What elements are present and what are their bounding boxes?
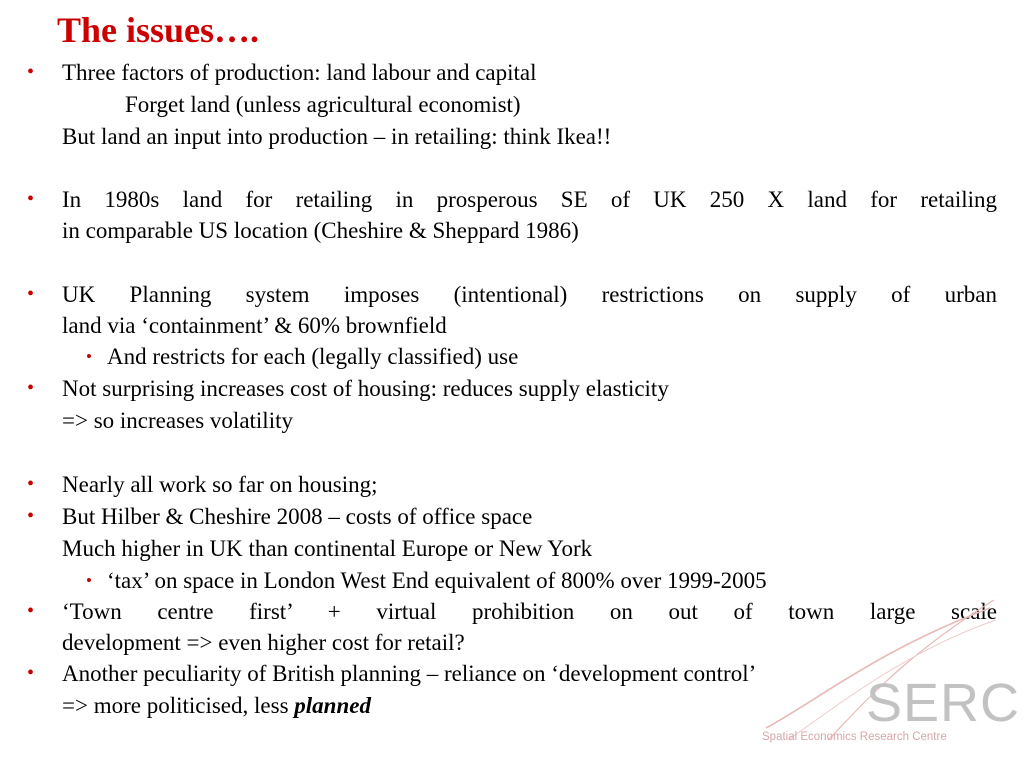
bullet-marker: • xyxy=(27,473,35,495)
continuation-text-plain: => more politicised, less xyxy=(62,693,295,718)
bullet-text: Another peculiarity of British planning – reliance on ‘development control’ xyxy=(62,661,757,686)
sub-bullet-text: ‘tax’ on space in London West End equivalent of 800% over 1999-2005 xyxy=(107,568,767,593)
bullet-marker: • xyxy=(27,505,35,527)
emphasis-planned: planned xyxy=(294,693,371,718)
bullet-marker: • xyxy=(27,283,35,305)
continuation-text: in comparable US location (Cheshire & Sheppard 1986) xyxy=(62,218,579,243)
bullet-text: Three factors of production: land labour and capital xyxy=(62,60,537,85)
continuation-text: => so increases volatility xyxy=(62,408,293,433)
bullet-text: Nearly all work so far on housing; xyxy=(62,472,378,497)
sub-bullet-marker: • xyxy=(86,571,92,590)
continuation-text: Much higher in UK than continental Europe or New York xyxy=(62,536,593,561)
sub-bullet-marker: • xyxy=(86,347,92,366)
indented-text: Forget land (unless agricultural economist) xyxy=(125,92,521,117)
bullet-marker: • xyxy=(27,662,35,684)
bullet-text: But Hilber & Cheshire 2008 – costs of office space xyxy=(62,504,533,529)
continuation-text: But land an input into production – in retailing: think Ikea!! xyxy=(62,124,612,149)
bullet-marker: • xyxy=(27,600,35,622)
sub-bullet-text: And restricts for each (legally classified) use xyxy=(107,344,519,369)
logo-caption: Spatial Economics Research Centre xyxy=(762,731,947,743)
slide-title: The issues…. xyxy=(57,10,260,50)
continuation-text: land via ‘containment’ & 60% brownfield xyxy=(62,313,447,338)
logo-wordmark: SERC xyxy=(866,673,1021,733)
bullet-marker: • xyxy=(27,377,35,399)
bullet-text: ‘Town centre first’ + virtual prohibition on out of town large scale xyxy=(62,599,997,624)
continuation-text: development => even higher cost for retail? xyxy=(62,630,465,655)
bullet-text: In 1980s land for retailing in prosperous SE of UK 250 X land for retailing xyxy=(62,187,997,212)
bullet-marker: • xyxy=(27,61,35,83)
bullet-marker: • xyxy=(27,188,35,210)
bullet-text: Not surprising increases cost of housing: reduces supply elasticity xyxy=(62,376,669,401)
bullet-text: UK Planning system imposes (intentional) restrictions on supply of urban xyxy=(62,282,997,307)
